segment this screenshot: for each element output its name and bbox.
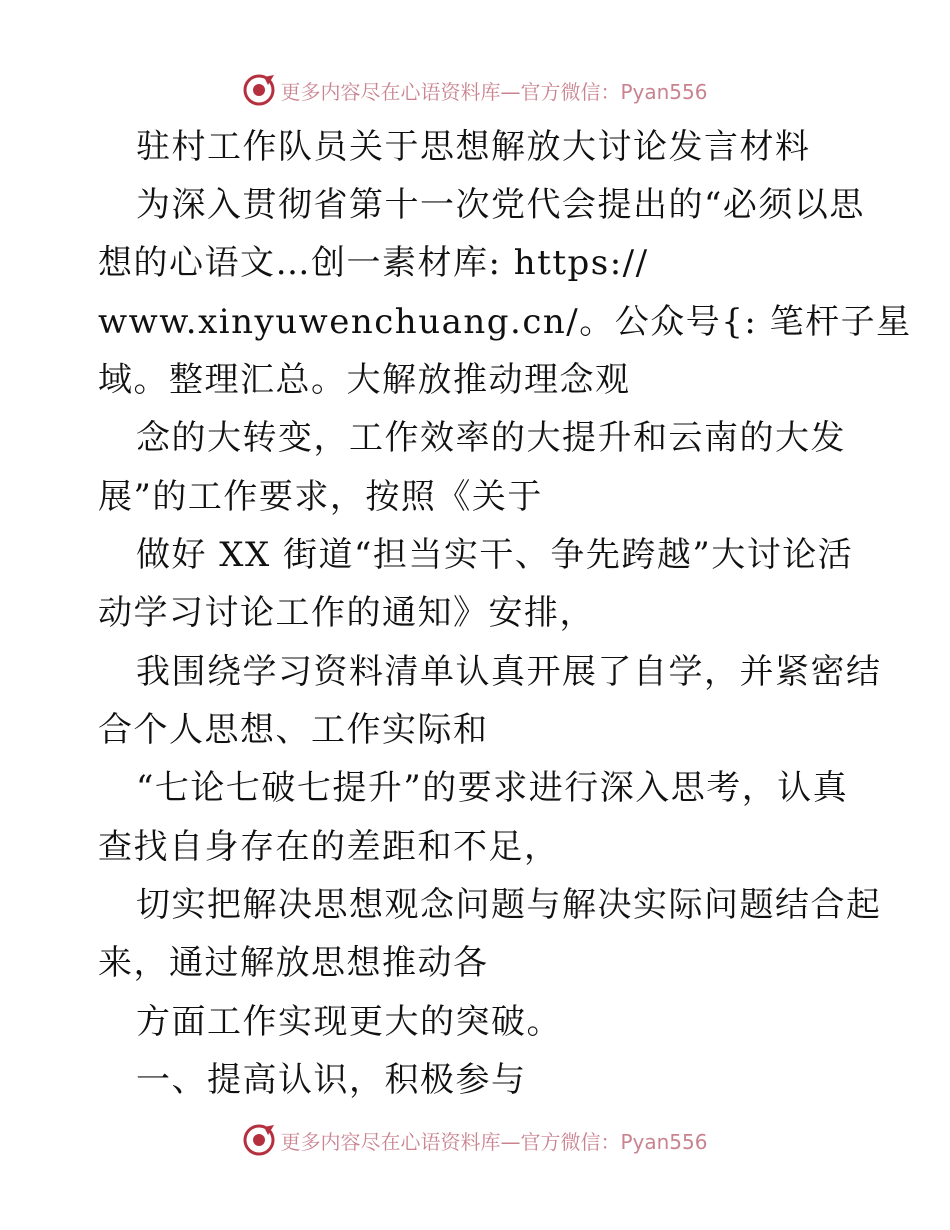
paragraph-line: 切实把解决思想观念问题与解决实际问题结合起	[136, 885, 882, 925]
paragraph-line: 想的心语文…创一素材库: https://	[98, 243, 649, 283]
section-heading: 一、提高认识，积极参与	[136, 1060, 527, 1100]
paragraph-line: 域。整理汇总。大解放推动理念观	[98, 360, 631, 400]
paragraph-line: 来，通过解放思想推动各	[98, 943, 489, 983]
footer-banner-contact: 官方微信：Pyan556	[520, 1129, 708, 1154]
header-banner	[0, 70, 950, 110]
footer-banner	[0, 1120, 950, 1160]
header-banner-contact: 官方微信：Pyan556	[520, 79, 708, 104]
paragraph-line: 念的大转变，工作效率的大提升和云南的大发	[136, 418, 846, 458]
paragraph-line: 方面工作实现更大的突破。	[136, 1002, 562, 1042]
paragraph-line: www.xinyuwenchuang.cn/。公众号{: 笔杆子星	[98, 302, 912, 342]
logo-icon	[242, 73, 276, 107]
paragraph-line: 合个人思想、工作实际和	[98, 710, 489, 750]
paragraph-line: “七论七破七提升”的要求进行深入思考，认真	[136, 768, 849, 808]
paragraph-line: 查找自身存在的差距和不足，	[98, 827, 560, 867]
logo-icon	[242, 1123, 276, 1157]
paragraph-line: 展”的工作要求，按照《关于	[98, 477, 543, 517]
paragraph-line: 动学习讨论工作的通知》安排，	[98, 593, 595, 633]
paragraph-line: 我围绕学习资料清单认真开展了自学，并紧密结	[136, 652, 882, 692]
document-title: 驻村工作队员关于思想解放大讨论发言材料	[136, 127, 811, 167]
paragraph-line: 为深入贯彻省第十一次党代会提出的“必须以思	[136, 185, 865, 225]
footer-banner-text: 更多内容尽在心语资料库—	[280, 1129, 521, 1154]
header-banner-text: 更多内容尽在心语资料库—	[280, 79, 521, 104]
paragraph-line: 做好 XX 街道“担当实干、争先跨越”大讨论活	[136, 535, 854, 575]
